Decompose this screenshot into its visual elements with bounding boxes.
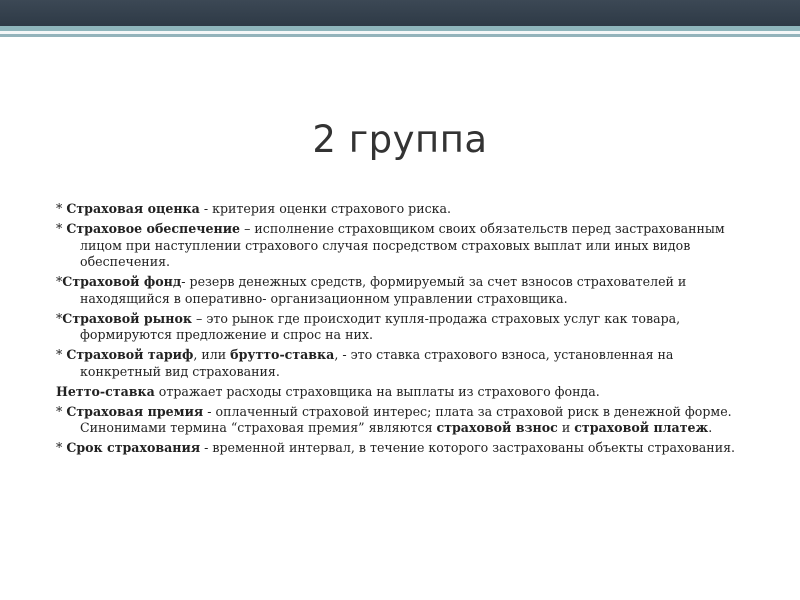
term-text: Страховая оценка [66, 201, 200, 216]
definition-paragraph [56, 384, 756, 401]
definition-text: - резерв денежных средств, формируемый за счет взносов страхователей и находящийся в оперативно- организационном управлении страховщика. [80, 274, 687, 306]
definition-text: - критерия оценки страхового риска. [199, 201, 452, 216]
term-text: Страховой фонд [62, 274, 182, 289]
top-bar [0, 0, 800, 26]
definition-text: - оплаченный страховой интерес; плата за страховой риск в денежной форме. Синонимами термина “страховая премия” являются [80, 403, 732, 435]
definition-text: * [56, 274, 63, 289]
definition-text: - временной интервал, в течение которого застрахованы объекты страхования. [200, 440, 736, 455]
slide-title: 2 группа [312, 118, 488, 161]
definition-text: . [708, 420, 713, 435]
definition-paragraph [56, 201, 756, 218]
term-text: Страховая премия [66, 403, 204, 419]
term-text: Страховой тариф [66, 347, 194, 362]
term-text: Страховой рынок [62, 310, 193, 326]
definition-text: и [557, 420, 575, 435]
term-text: Срок страхования [66, 440, 201, 455]
definition-text: * [56, 221, 67, 236]
definition-text: – исполнение страховщиком своих обязательств перед застрахованным лицом при наступлении страхового случая посредством страховых выплат или иных видов обеспечения. [80, 221, 725, 269]
definition-paragraph [56, 221, 756, 271]
definition-text: , - это ставка страхового взноса, установленная на конкретный вид страхования. [80, 347, 674, 379]
definition-text: , или [193, 347, 231, 362]
definition-paragraph [56, 311, 756, 344]
definition-text: * [56, 440, 67, 455]
definition-text: * [56, 310, 63, 326]
definition-text: – это рынок где происходит купля-продажа страховых услуг как товара, формируются предложение и спрос на них. [80, 310, 681, 342]
term-text: брутто-ставка [230, 347, 335, 362]
definition-paragraph [56, 274, 756, 307]
definition-text: * [56, 403, 67, 419]
slide-body [56, 201, 756, 460]
term-text: Нетто-ставка [56, 383, 155, 399]
term-text: страховой платеж [574, 420, 709, 435]
definition-text: отражает расходы страховщика на выплаты из страхового фонда. [154, 383, 600, 399]
term-text: Страховое обеспечение [66, 221, 241, 236]
top-thin-stripe [0, 34, 800, 37]
definition-paragraph [56, 440, 756, 457]
definition-paragraph [56, 404, 756, 437]
definition-text: * [56, 347, 67, 362]
term-text: страховой взнос [436, 420, 558, 435]
definition-paragraph [56, 347, 756, 380]
definition-text: * [56, 201, 67, 216]
